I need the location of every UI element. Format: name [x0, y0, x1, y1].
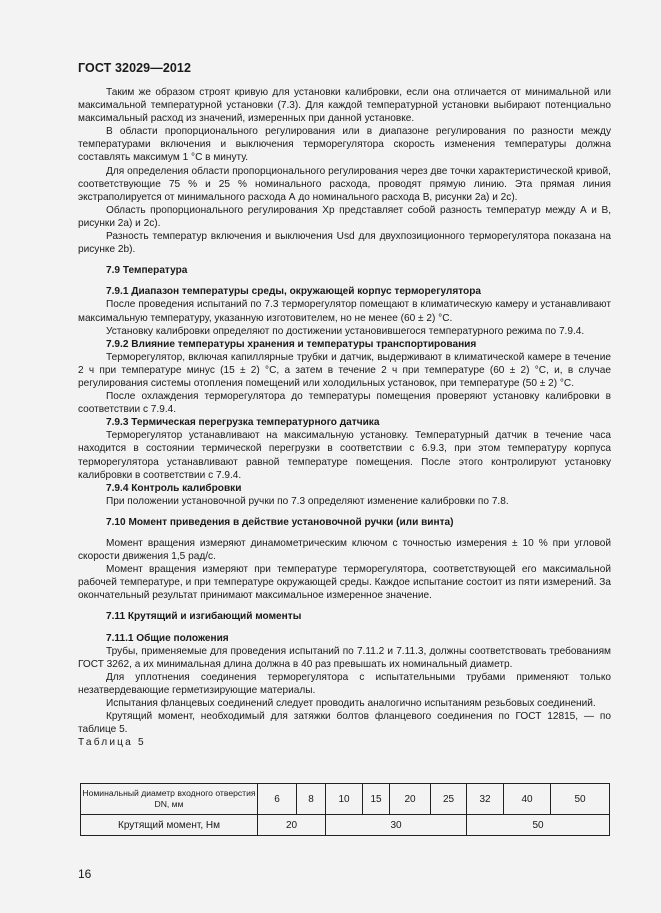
- subsection-heading: 7.9.4 Контроль калибровки: [106, 482, 242, 494]
- paragraph: Разность температур включения и выключения Usd для двухпозиционного терморегулятора показана на рисунке 2b).: [78, 231, 611, 256]
- paragraph: Область пропорционального регулирования Xp представляет собой разность температур между А и В, рисунки 2а) и 2с).: [78, 204, 611, 229]
- table-row-header: Номинальный диаметр входного отверстия DN, мм: [81, 784, 258, 815]
- table-cell: 6: [258, 784, 297, 815]
- table-cell: 15: [363, 784, 390, 815]
- section-heading: 7.11 Крутящий и изгибающий моменты: [106, 611, 302, 623]
- subsection-heading: 7.9.2 Влияние температуры хранения и температуры транспортирования: [106, 338, 477, 350]
- subsection-heading: 7.11.1 Общие положения: [106, 632, 229, 644]
- document-header: ГОСТ 32029—2012: [78, 61, 192, 75]
- paragraph: Терморегулятор устанавливают на максимальную установку. Температурный датчик в течение часа находится в состоянии термической перегрузки в соответствии с 6.9.3, при этом температуру корпуса терморегулятора устанавливают равной температуре помещения. После этого контролируют установку калибровки в соответствии с 7.9.4.: [78, 430, 611, 481]
- subsection-heading: 7.9.3 Термическая перегрузка температурного датчика: [106, 417, 380, 429]
- table-row-header: Крутящий момент, Нм: [81, 815, 258, 836]
- table-5: [80, 783, 610, 836]
- paragraph: После проведения испытаний по 7.3 терморегулятор помещают в климатическую камеру и устанавливают максимальную температуру, указанную изготовителем, но не менее (60 ± 2) °С.: [78, 299, 611, 324]
- section-heading: 7.9 Температура: [106, 265, 188, 277]
- paragraph: Для уплотнения соединения терморегулятора с испытательными трубами применяют только незатвердевающие герметизирующие материалы.: [78, 671, 611, 696]
- table-cell: 50: [551, 784, 610, 815]
- paragraph: При положении установочной ручки по 7.3 определяют изменение калибровки по 7.8.: [106, 495, 509, 507]
- paragraph: Испытания фланцевых соединений следует проводить аналогично испытаниям резьбовых соединений.: [106, 698, 596, 710]
- table-cell: 8: [297, 784, 326, 815]
- table-row: [81, 815, 610, 836]
- table-row: [81, 784, 610, 815]
- page-number: 16: [78, 867, 92, 881]
- paragraph: Момент вращения измеряют динамометрическим ключом с точностью измерения ± 10 % при угловой скорости движения 1,5 рад/с.: [78, 538, 611, 563]
- table-caption: Таблица 5: [78, 737, 146, 749]
- table-cell: 20: [258, 815, 326, 836]
- paragraph: Установку калибровки определяют по достижении установившегося температурного режима по 7.9.4.: [106, 325, 585, 337]
- table-cell: 10: [326, 784, 363, 815]
- table-cell: 40: [504, 784, 551, 815]
- table-cell: 25: [431, 784, 467, 815]
- paragraph: Трубы, применяемые для проведения испытаний по 7.11.2 и 7.11.3, должны соответствовать требованиям ГОСТ 3262, а их минимальная длина должна в 40 раз превышать их номинальный диаметр.: [78, 645, 611, 670]
- section-heading: 7.10 Момент приведения в действие установочной ручки (или винта): [106, 516, 454, 528]
- document-body: [78, 86, 611, 749]
- paragraph: После охлаждения терморегулятора до температуры помещения проверяют установку калибровки в соответствии с 7.9.4.: [78, 391, 611, 416]
- table-cell: 20: [390, 784, 431, 815]
- paragraph: Таким же образом строят кривую для установки калибровки, если она отличается от минимальной или максимальной температурной установки (7.3). Для каждой температурной установки выбирают потенциально максимальный расход из значений, измеренных при данной установке.: [78, 87, 611, 125]
- paragraph: Крутящий момент, необходимый для затяжки болтов фланцевого соединения по ГОСТ 12815, — по таблице 5.: [78, 711, 611, 736]
- table-cell: 50: [467, 815, 610, 836]
- paragraph: Терморегулятор, включая капиллярные трубки и датчик, выдерживают в климатической камере в течение 2 ч при температуре минус (15 ± 2) °С, а затем в течение 2 ч при температуре (60 ± 2) °С, и, в случае регулирования системы отопления помещений или холодильных установок, при температуре (50 ± 2) °С.: [78, 351, 611, 389]
- paragraph: Для определения области пропорционального регулирования через две точки характеристической кривой, соответствующие 75 % и 25 % номинального расхода, проводят прямую линию. Эта прямая линия экстраполируется от минимального расхода А до номинального расхода В, рисунки 2а) и 2с).: [78, 165, 611, 203]
- subsection-heading: 7.9.1 Диапазон температуры среды, окружающей корпус терморегулятора: [106, 286, 481, 298]
- table-cell: 30: [326, 815, 467, 836]
- paragraph: Момент вращения измеряют при температуре терморегулятора, соответствующей его максимальной рабочей температуре, и при температуре окружающей среды. Каждое испытание состоит из пяти измерений. За окончательный результат принимают максимальное измеренное значение.: [78, 564, 611, 602]
- table-cell: 32: [467, 784, 504, 815]
- paragraph: В области пропорционального регулирования или в диапазоне регулирования по разности между температурами включения и выключения терморегулятора скорость изменения температуры должна составлять максимум 1 °С в минуту.: [78, 126, 611, 164]
